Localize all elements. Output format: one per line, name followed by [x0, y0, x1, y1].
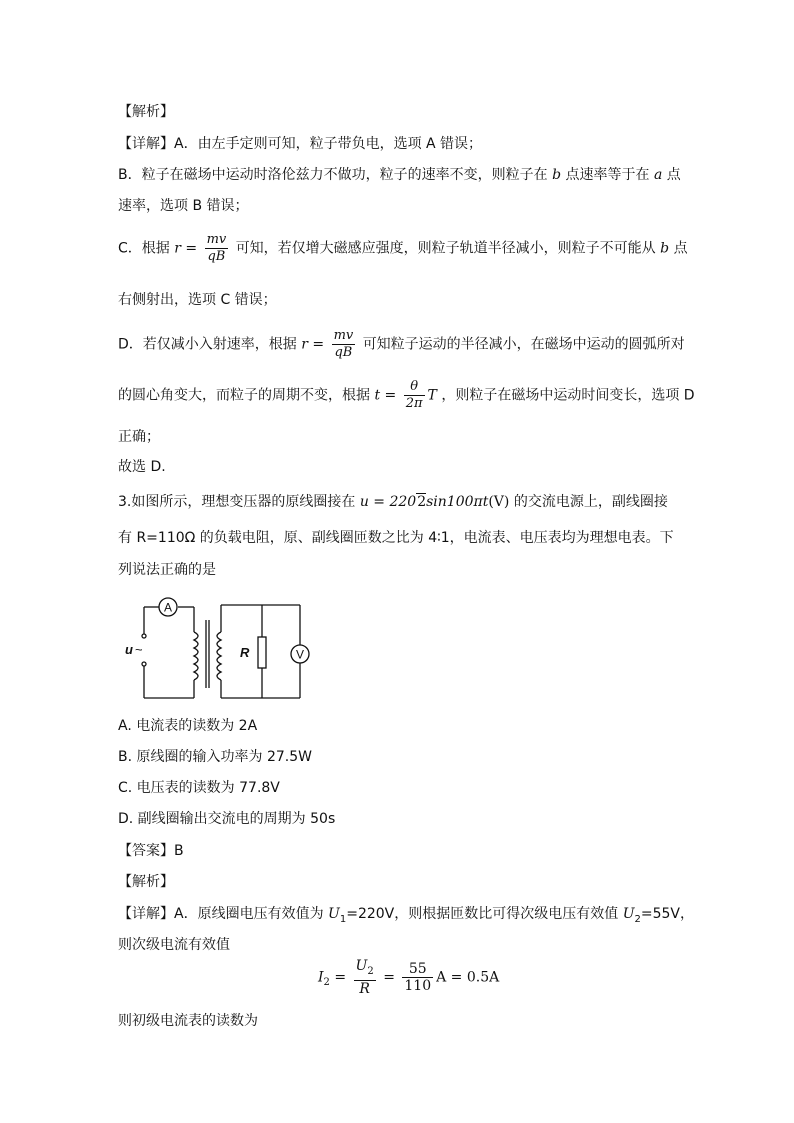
- ammeter-label: A: [163, 600, 173, 615]
- option-c: C. 电压表的读数为 77.8V: [118, 780, 280, 796]
- detail-2-line2: 则次级电流有效值: [118, 937, 230, 953]
- formula-radius-fraction-2: $\frac{mv}{qB}$: [333, 328, 354, 360]
- resistor-label: R: [240, 645, 250, 660]
- question-3-formula: u = 2202sin100πt(V): [359, 494, 510, 510]
- ac-tilde: ~: [135, 642, 143, 657]
- source-label: u: [125, 642, 133, 657]
- detail-2-line1: 【详解】A．原线圈电压有效值为 $U_1=220V$，则根据匝数比可得次级电压有效值 $U_2=55V$，: [118, 906, 695, 925]
- detail-option-d-line3: 正确；: [118, 429, 160, 445]
- voltmeter-label: V: [295, 647, 305, 662]
- last-line: 则初级电流表的读数为: [118, 1013, 258, 1029]
- detail-option-b-line1: B．粒子在磁场中运动时洛伦兹力不做功，粒子的速率不变，则粒子在 b 点速率等于在 a 点: [118, 167, 681, 183]
- detail-option-c-line2: 右侧射出，选项 C 错误；: [118, 292, 277, 308]
- detail-option-d-line1: D．若仅减小入射速率，根据 r = $\frac{mv}{qB}$ 可知粒子运动的半径减小，在磁场中运动的圆弧所对: [118, 328, 685, 360]
- formula-radius-lhs: r =: [174, 240, 198, 257]
- question-3-line2: 有 R=110Ω 的负载电阻，原、副线圈匝数之比为 4∶1，电流表、电压表均为理想电表。下: [118, 530, 674, 546]
- detail-option-b-line2: 速率，选项 B 错误；: [118, 198, 249, 214]
- formula-time-lhs: t =: [374, 387, 397, 404]
- question-3-line1: 3.如图所示，理想变压器的原线圈接在 u = 2202sin100πt(V) 的交流电源上，副线圈接: [118, 494, 668, 510]
- conclusion: 故选 D.: [118, 459, 166, 475]
- formula-radius-fraction: $\frac{mv}{qB}$: [206, 232, 227, 264]
- detail-option-c-line1: C．根据 r = $\frac{mv}{qB}$ 可知，若仅增大磁感应强度，则粒子轨道半径减小，则粒子不可能从 b 点: [118, 232, 688, 264]
- answer: 【答案】B: [118, 843, 184, 859]
- section-header-analysis-2: 【解析】: [118, 874, 174, 890]
- question-3-line3: 列说法正确的是: [118, 562, 216, 578]
- option-d: D. 副线圈输出交流电的周期为 50s: [118, 811, 336, 827]
- option-b: B. 原线圈的输入功率为 27.5W: [118, 749, 312, 765]
- detail-option-d-line2: 的圆心角变大，而粒子的周期不变，根据 t = $\frac{\theta}{2\pi}$ T ，则粒子在磁场中运动时间变长，选项 D: [118, 379, 695, 411]
- transformer-circuit-diagram: [118, 594, 318, 704]
- formula-time-fraction: $\frac{\theta}{2\pi}$: [405, 379, 423, 411]
- section-header-analysis: 【解析】: [118, 104, 174, 120]
- current-equation: $I_2$ = $\frac{U_2}{R}$ = $\frac{55}{110}$ A = 0.5A: [318, 958, 500, 997]
- option-a: A. 电流表的读数为 2A: [118, 718, 258, 734]
- detail-option-a: 【详解】A．由左手定则可知，粒子带负电，选项 A 错误；: [118, 136, 483, 152]
